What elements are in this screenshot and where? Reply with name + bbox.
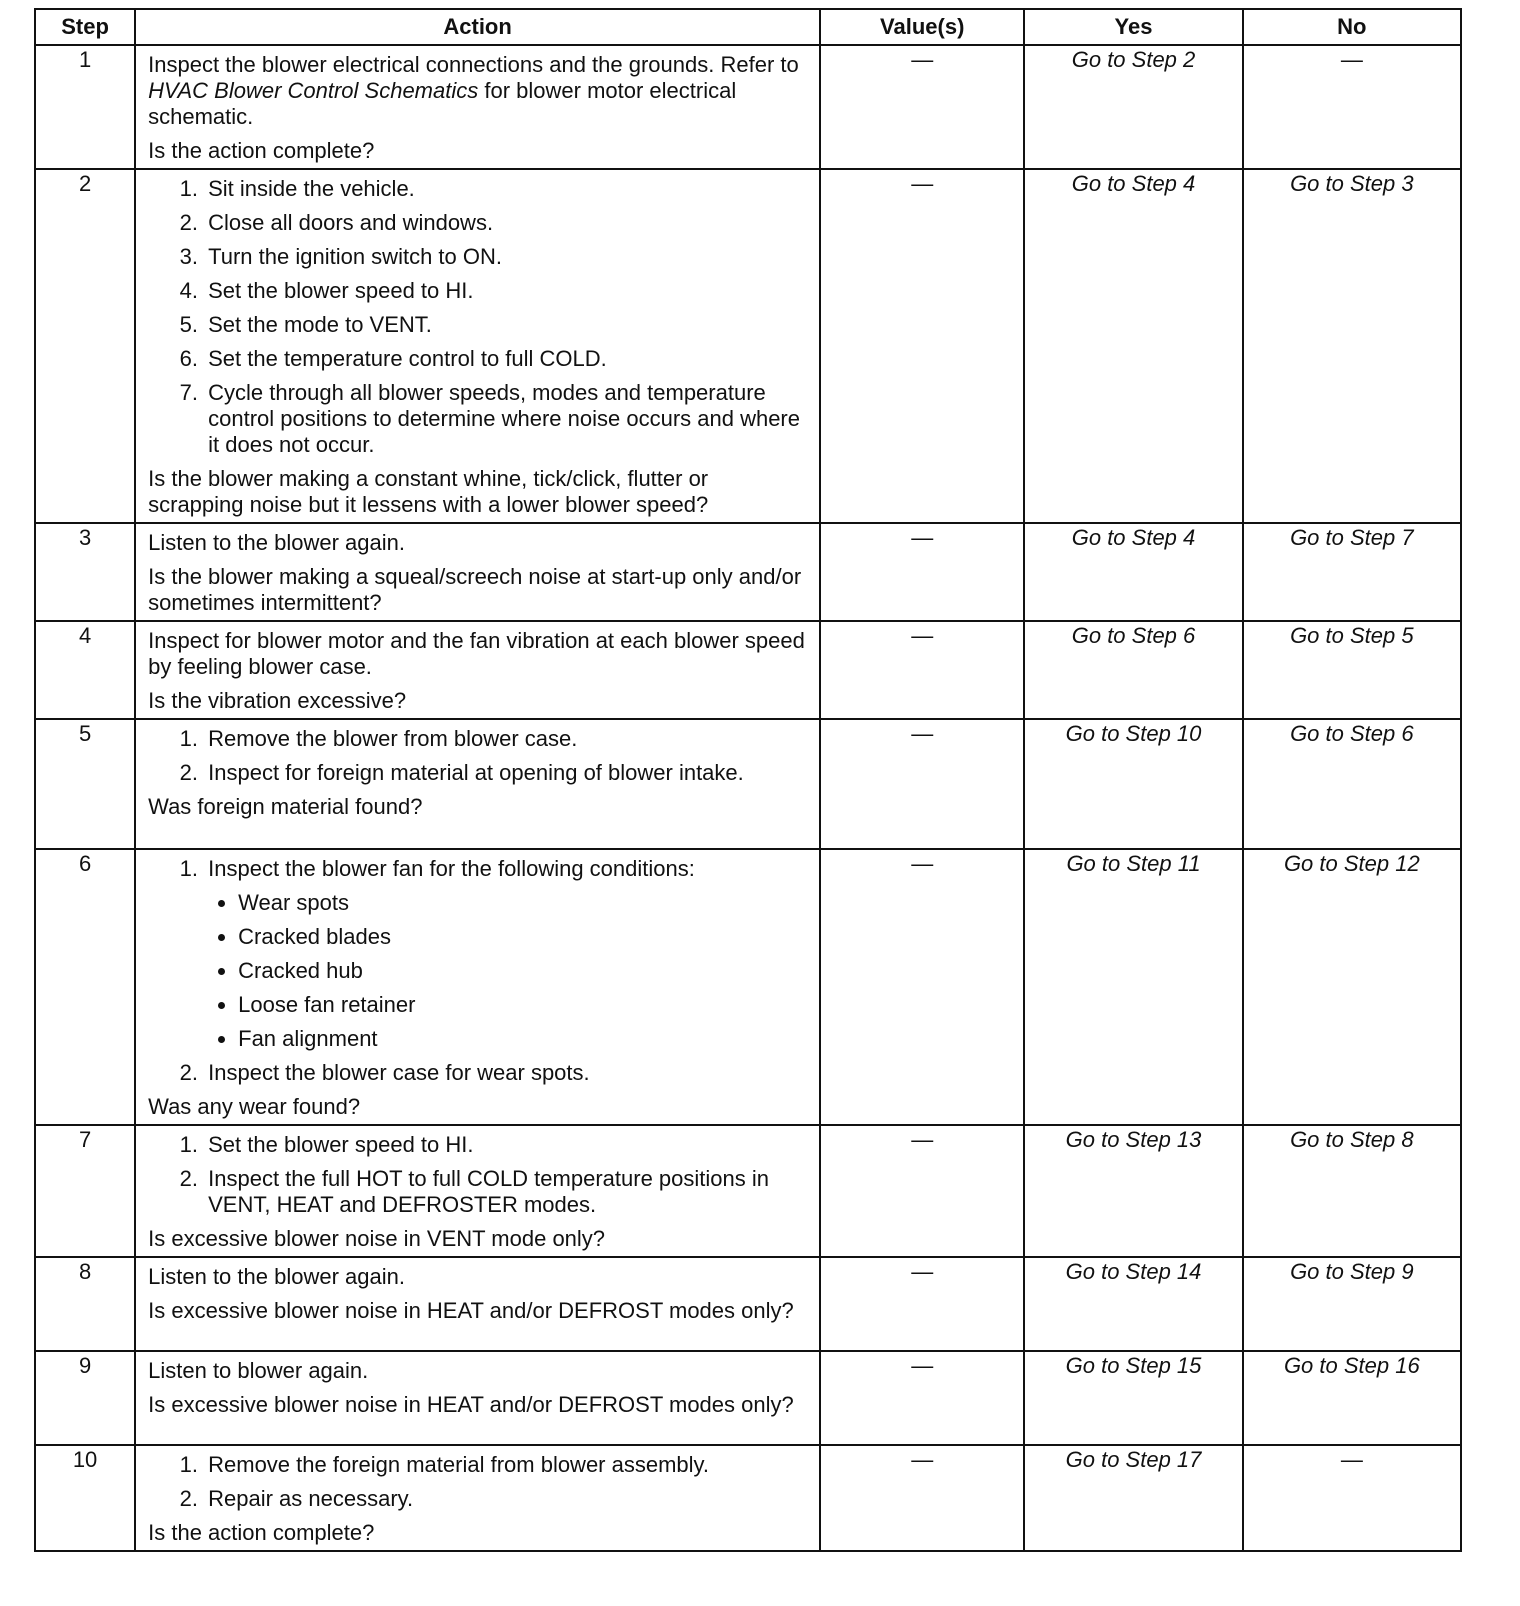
yes-cell: Go to Step 15 bbox=[1024, 1351, 1242, 1445]
table-row bbox=[35, 45, 1461, 169]
action-instruction: Listen to blower again. bbox=[148, 1358, 369, 1383]
action-instruction: Listen to the blower again. bbox=[148, 530, 405, 555]
yes-cell: Go to Step 11 bbox=[1024, 849, 1242, 1125]
yes-cell: Go to Step 13 bbox=[1024, 1125, 1242, 1257]
substep-text: Inspect the blower fan for the following conditions: bbox=[208, 856, 695, 881]
table-row bbox=[35, 169, 1461, 523]
step-number: 2 bbox=[35, 169, 135, 523]
substep-list bbox=[148, 176, 809, 458]
action-cell bbox=[135, 849, 820, 1125]
value-cell: — bbox=[820, 169, 1024, 523]
substep-item: 1. Remove the foreign material from blower assembly. bbox=[204, 1452, 809, 1478]
condition-item: • Loose fan retainer bbox=[238, 992, 809, 1018]
substep-item: 2. Inspect the blower case for wear spots. bbox=[204, 1060, 809, 1086]
yes-cell: Go to Step 4 bbox=[1024, 169, 1242, 523]
action-question: Is the action complete? bbox=[148, 1520, 375, 1545]
substep-item bbox=[204, 856, 809, 1052]
yes-cell: Go to Step 2 bbox=[1024, 45, 1242, 169]
substep-item: 2. Repair as necessary. bbox=[204, 1486, 809, 1512]
action-question: Is excessive blower noise in HEAT and/or DEFROST modes only? bbox=[148, 1298, 794, 1323]
step-number: 8 bbox=[35, 1257, 135, 1351]
step-number: 5 bbox=[35, 719, 135, 849]
table-row bbox=[35, 849, 1461, 1125]
value-cell: — bbox=[820, 523, 1024, 621]
no-cell: Go to Step 16 bbox=[1243, 1351, 1461, 1445]
yes-cell: Go to Step 4 bbox=[1024, 523, 1242, 621]
action-instruction bbox=[148, 52, 809, 130]
yes-cell: Go to Step 17 bbox=[1024, 1445, 1242, 1551]
table-row bbox=[35, 621, 1461, 719]
substep-item: 3. Turn the ignition switch to ON. bbox=[204, 244, 809, 270]
no-cell: — bbox=[1243, 1445, 1461, 1551]
condition-list bbox=[208, 890, 809, 1052]
action-instruction: Inspect for blower motor and the fan vibration at each blower speed by feeling blower case. bbox=[148, 628, 805, 679]
no-cell: Go to Step 7 bbox=[1243, 523, 1461, 621]
header-values: Value(s) bbox=[820, 9, 1024, 45]
substep-item: 1. Sit inside the vehicle. bbox=[204, 176, 809, 202]
header-yes: Yes bbox=[1024, 9, 1242, 45]
condition-item: • Wear spots bbox=[238, 890, 809, 916]
action-cell bbox=[135, 169, 820, 523]
substep-item: 2. Close all doors and windows. bbox=[204, 210, 809, 236]
table-row bbox=[35, 1257, 1461, 1351]
substep-item: 4. Set the blower speed to HI. bbox=[204, 278, 809, 304]
diagnostic-table bbox=[34, 8, 1462, 1552]
table-row bbox=[35, 1125, 1461, 1257]
action-cell bbox=[135, 719, 820, 849]
action-cell bbox=[135, 621, 820, 719]
header-row bbox=[35, 9, 1461, 45]
no-cell: Go to Step 6 bbox=[1243, 719, 1461, 849]
action-cell bbox=[135, 1445, 820, 1551]
schematic-reference: HVAC Blower Control Schematics bbox=[148, 78, 479, 103]
action-question: Is the action complete? bbox=[148, 138, 375, 163]
step-number: 1 bbox=[35, 45, 135, 169]
step-number: 4 bbox=[35, 621, 135, 719]
no-cell: Go to Step 5 bbox=[1243, 621, 1461, 719]
action-cell bbox=[135, 523, 820, 621]
value-cell: — bbox=[820, 1445, 1024, 1551]
action-question: Is excessive blower noise in VENT mode only? bbox=[148, 1226, 606, 1251]
table-row bbox=[35, 523, 1461, 621]
action-cell bbox=[135, 1125, 820, 1257]
table-row bbox=[35, 719, 1461, 849]
value-cell: — bbox=[820, 719, 1024, 849]
no-cell: Go to Step 12 bbox=[1243, 849, 1461, 1125]
value-cell: — bbox=[820, 621, 1024, 719]
yes-cell: Go to Step 14 bbox=[1024, 1257, 1242, 1351]
header-action: Action bbox=[135, 9, 820, 45]
yes-cell: Go to Step 10 bbox=[1024, 719, 1242, 849]
substep-item: 7. Cycle through all blower speeds, modes and temperature control positions to determine where noise occurs and where it does not occur. bbox=[204, 380, 809, 458]
action-question: Was foreign material found? bbox=[148, 794, 423, 819]
substep-list bbox=[148, 1132, 809, 1218]
substep-list bbox=[148, 726, 809, 786]
substep-item: 5. Set the mode to VENT. bbox=[204, 312, 809, 338]
substep-list bbox=[148, 856, 809, 1086]
substep-item: 1. Set the blower speed to HI. bbox=[204, 1132, 809, 1158]
condition-item: • Fan alignment bbox=[238, 1026, 809, 1052]
action-cell bbox=[135, 45, 820, 169]
header-no: No bbox=[1243, 9, 1461, 45]
value-cell: — bbox=[820, 1351, 1024, 1445]
substep-item: 1. Remove the blower from blower case. bbox=[204, 726, 809, 752]
action-instruction: Listen to the blower again. bbox=[148, 1264, 405, 1289]
no-cell: Go to Step 8 bbox=[1243, 1125, 1461, 1257]
substep-list bbox=[148, 1452, 809, 1512]
no-cell: — bbox=[1243, 45, 1461, 169]
action-cell bbox=[135, 1257, 820, 1351]
table-row bbox=[35, 1445, 1461, 1551]
condition-item: • Cracked blades bbox=[238, 924, 809, 950]
substep-item: 2. Inspect the full HOT to full COLD temperature positions in VENT, HEAT and DEFROSTER modes. bbox=[204, 1166, 809, 1218]
value-cell: — bbox=[820, 45, 1024, 169]
table-row bbox=[35, 1351, 1461, 1445]
instruction-text: Inspect the blower electrical connections and the grounds. Refer to bbox=[148, 52, 799, 77]
value-cell: — bbox=[820, 1257, 1024, 1351]
value-cell: — bbox=[820, 1125, 1024, 1257]
substep-item: 2. Inspect for foreign material at opening of blower intake. bbox=[204, 760, 809, 786]
action-question: Was any wear found? bbox=[148, 1094, 361, 1119]
no-cell: Go to Step 3 bbox=[1243, 169, 1461, 523]
no-cell: Go to Step 9 bbox=[1243, 1257, 1461, 1351]
action-question: Is the blower making a squeal/screech noise at start-up only and/or sometimes intermittent? bbox=[148, 564, 802, 615]
action-question: Is the vibration excessive? bbox=[148, 688, 407, 713]
condition-item: • Cracked hub bbox=[238, 958, 809, 984]
yes-cell: Go to Step 6 bbox=[1024, 621, 1242, 719]
header-step: Step bbox=[35, 9, 135, 45]
substep-item: 6. Set the temperature control to full COLD. bbox=[204, 346, 809, 372]
step-number: 3 bbox=[35, 523, 135, 621]
value-cell: — bbox=[820, 849, 1024, 1125]
step-number: 10 bbox=[35, 1445, 135, 1551]
step-number: 6 bbox=[35, 849, 135, 1125]
instruction-text: for blower motor electrical schematic. bbox=[148, 78, 737, 129]
action-cell bbox=[135, 1351, 820, 1445]
action-question: Is the blower making a constant whine, tick/click, flutter or scrapping noise but it lessens with a lower blower speed? bbox=[148, 466, 709, 517]
action-question: Is excessive blower noise in HEAT and/or DEFROST modes only? bbox=[148, 1392, 794, 1417]
step-number: 9 bbox=[35, 1351, 135, 1445]
step-number: 7 bbox=[35, 1125, 135, 1257]
